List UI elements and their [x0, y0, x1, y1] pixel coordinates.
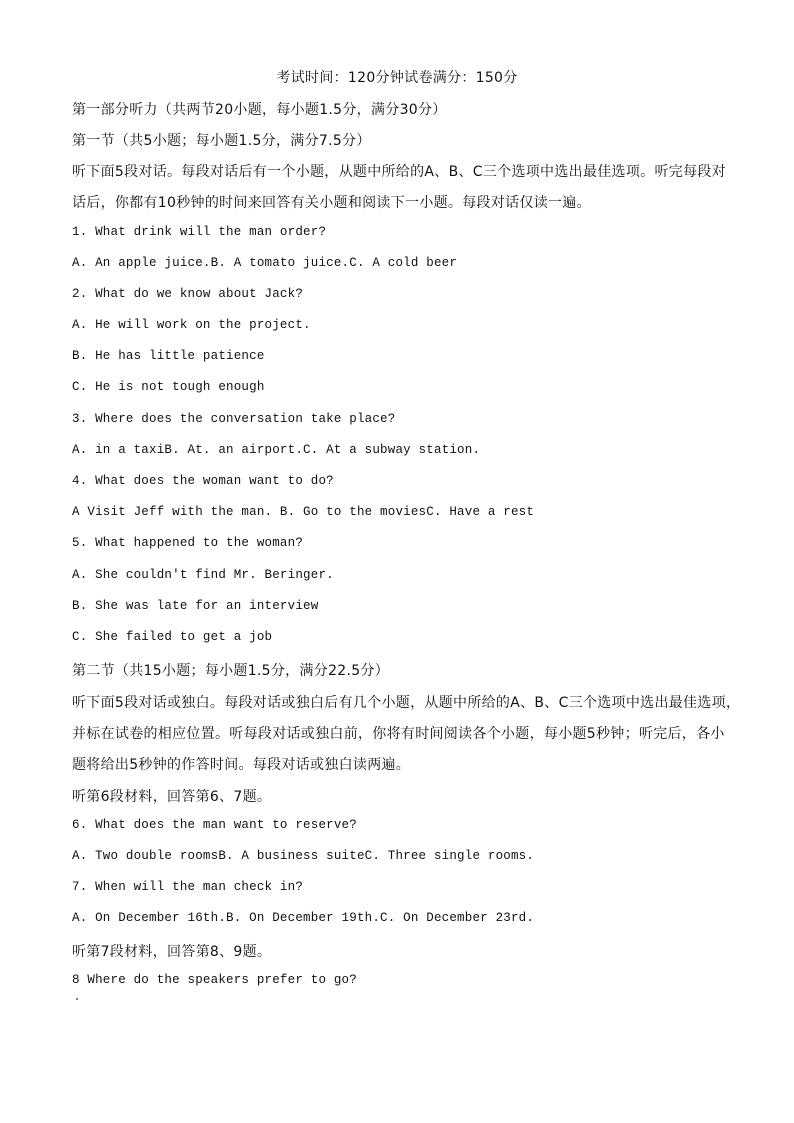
- question-2-option-c: C. He is not tough enough: [72, 380, 265, 394]
- section1-instruction-line2: 话后，你都有10秒钟的时间来回答有关小题和阅读下一小题。每段对话仅读一遍。: [72, 195, 591, 211]
- question-1-options: A. An apple juice.B. A tomato juice.C. A cold beer: [72, 256, 458, 270]
- question-6-options: A. Two double roomsB. A business suiteC. Three single rooms.: [72, 849, 535, 863]
- section2-instruction-line2: 并标在试卷的相应位置。听每段对话或独白前，你将有时间阅读各个小题，每小题5秒钟；听完后，各小: [72, 726, 725, 742]
- question-4-options: A Visit Jeff with the man. B. Go to the moviesC. Have a rest: [72, 505, 535, 519]
- question-5-stem: 5. What happened to the woman?: [72, 536, 304, 550]
- question-3-options: A. in a taxiB. At. an airport.C. At a subway station.: [72, 443, 481, 457]
- question-8-stem: 8 Where do the speakers prefer to go?: [72, 973, 357, 987]
- section2-instruction-line3: 题将给出5秒钟的作答时间。每段对话或独白读两遍。: [72, 757, 411, 773]
- part1-title: 第一部分听力（共两节20小题，每小题1.5分，满分30分）: [72, 102, 447, 118]
- question-7-stem: 7. When will the man check in?: [72, 880, 304, 894]
- question-7-options: A. On December 16th.B. On December 19th.C. On December 23rd.: [72, 911, 535, 925]
- question-5-option-c: C. She failed to get a job: [72, 630, 273, 644]
- exam-info-header: 考试时间：120分钟试卷满分：150分: [276, 70, 518, 86]
- question-2-stem: 2. What do we know about Jack?: [72, 287, 304, 301]
- question-5-option-a: A. She couldn't find Mr. Beringer.: [72, 568, 334, 582]
- question-4-stem: 4. What does the woman want to do?: [72, 474, 334, 488]
- question-5-option-b: B. She was late for an interview: [72, 599, 319, 613]
- question-2-option-b: B. He has little patience: [72, 349, 265, 363]
- section1-instruction-line1: 听下面5段对话。每段对话后有一个小题，从题中所给的A、B、C三个选项中选出最佳选项。听完每段对: [72, 164, 726, 180]
- question-1-stem: 1. What drink will the man order?: [72, 225, 327, 239]
- material-6-intro: 听第6段材料，回答第6、7题。: [72, 789, 272, 805]
- ink-speck: [76, 998, 78, 1000]
- section2-instruction-line1: 听下面5段对话或独白。每段对话或独白后有几个小题，从题中所给的A、B、C三个选项中选出最佳选项，: [72, 695, 741, 711]
- material-7-intro: 听第7段材料，回答第8、9题。: [72, 944, 272, 960]
- question-3-stem: 3. Where does the conversation take place?: [72, 412, 396, 426]
- section2-title: 第二节（共15小题；每小题1.5分，满分22.5分）: [72, 663, 390, 679]
- question-6-stem: 6. What does the man want to reserve?: [72, 818, 357, 832]
- section1-title: 第一节（共5小题；每小题1.5分，满分7.5分）: [72, 133, 371, 149]
- question-2-option-a: A. He will work on the project.: [72, 318, 311, 332]
